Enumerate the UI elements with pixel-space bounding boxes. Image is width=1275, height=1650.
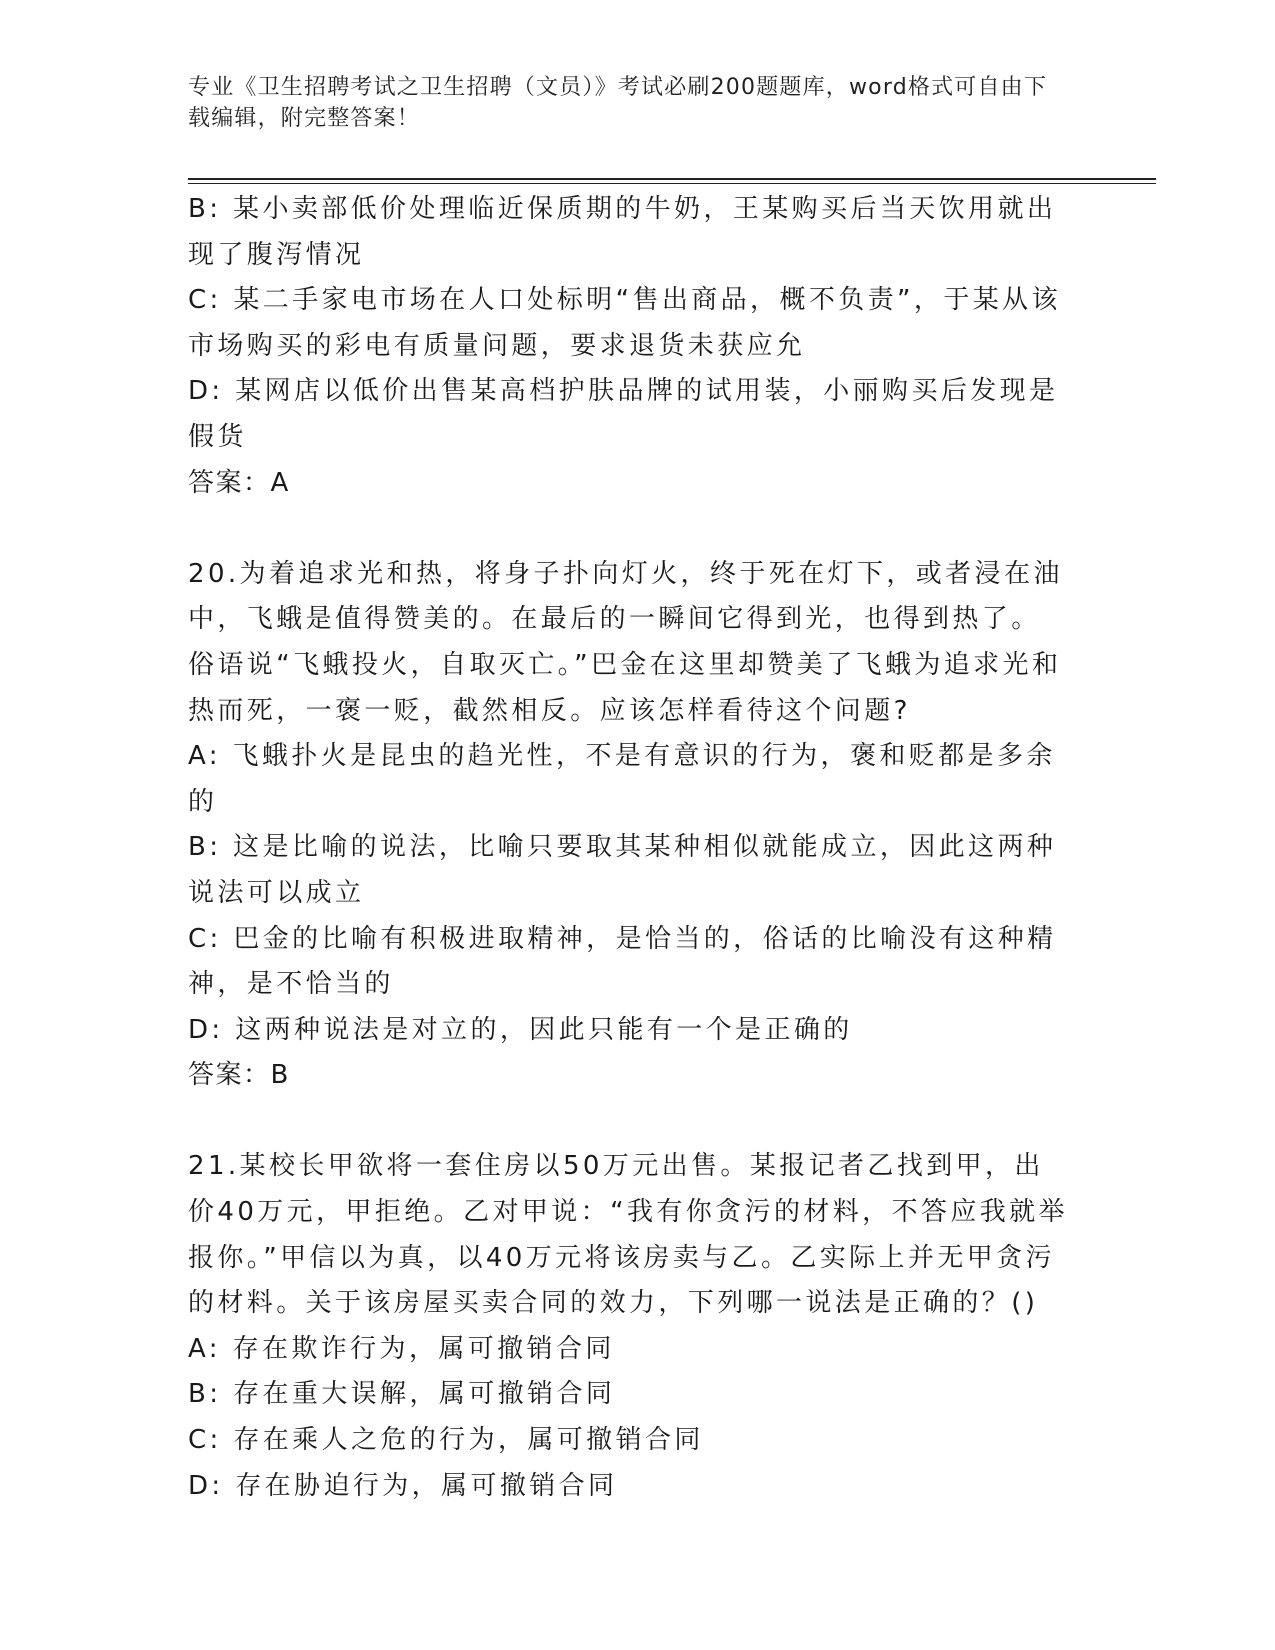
header-divider-thin	[188, 183, 1156, 184]
q21-option-d: D: 存在胁迫行为，属可撤销合同	[188, 1470, 618, 1501]
question-20	[188, 552, 1068, 1099]
question-spacer	[188, 506, 1068, 552]
q19-option-b: B: 某小卖部低价处理临近保质期的牛奶，王某购买后当天饮用就出现了腹泻情况	[188, 194, 1057, 270]
question-19-tail	[188, 187, 1068, 506]
q20-option-c: C: 巴金的比喻有积极进取精神，是恰当的，俗话的比喻没有这种精神，是不恰当的	[188, 923, 1057, 1000]
page-header-title: 专业《卫生招聘考试之卫生招聘（文员）》考试必刷200题题库，word格式可自由下载编辑，附完整答案！	[188, 75, 1048, 131]
q20-stem: 20.为着追求光和热，将身子扑向灯火，终于死在灯下，或者浸在油中，飞蛾是值得赞美的。在最后的一瞬间它得到光，也得到热了。俗语说“飞蛾投火，自取灭亡。”巴金在这里却赞美了飞蛾为追求光和热而死，一褒一贬，截然相反。应该怎样看待这个问题?	[188, 558, 1063, 726]
q20-option-b: B: 这是比喻的说法，比喻只要取其某种相似就能成立，因此这两种说法可以成立	[188, 832, 1057, 908]
q21-option-b: B: 存在重大误解，属可撤销合同	[188, 1379, 616, 1410]
q20-option-a: A: 飞蛾扑火是昆虫的趋光性，不是有意识的行为，褒和贬都是多余的	[188, 741, 1056, 817]
question-spacer	[188, 1099, 1068, 1145]
q21-option-a: A: 存在欺诈行为，属可撤销合同	[188, 1333, 615, 1364]
q21-option-c: C: 存在乘人之危的行为，属可撤销合同	[188, 1425, 704, 1456]
q19-option-c: C: 某二手家电市场在人口处标明“售出商品，概不负责”，于某从该市场购买的彩电有质量问题，要求退货未获应允	[188, 285, 1061, 361]
question-21	[188, 1144, 1068, 1509]
q21-stem: 21.某校长甲欲将一套住房以50万元出售。某报记者乙找到甲，出价40万元，甲拒绝。乙对甲说：“我有你贪污的材料，不答应我就举报你。”甲信以为真，以40万元将该房卖与乙。乙实际上并无甲贪污的材料。关于该房屋买卖合同的效力，下列哪一说法是正确的？()	[188, 1151, 1068, 1319]
header-divider-thick	[188, 178, 1156, 180]
q20-answer: 答案：B	[188, 1060, 290, 1091]
q20-option-d: D: 这两种说法是对立的，因此只能有一个是正确的	[188, 1014, 853, 1045]
question-content	[188, 187, 1068, 1509]
q19-option-d: D: 某网店以低价出售某高档护肤品牌的试用装，小丽购买后发现是假货	[188, 376, 1059, 452]
q19-answer: 答案：A	[188, 467, 290, 498]
